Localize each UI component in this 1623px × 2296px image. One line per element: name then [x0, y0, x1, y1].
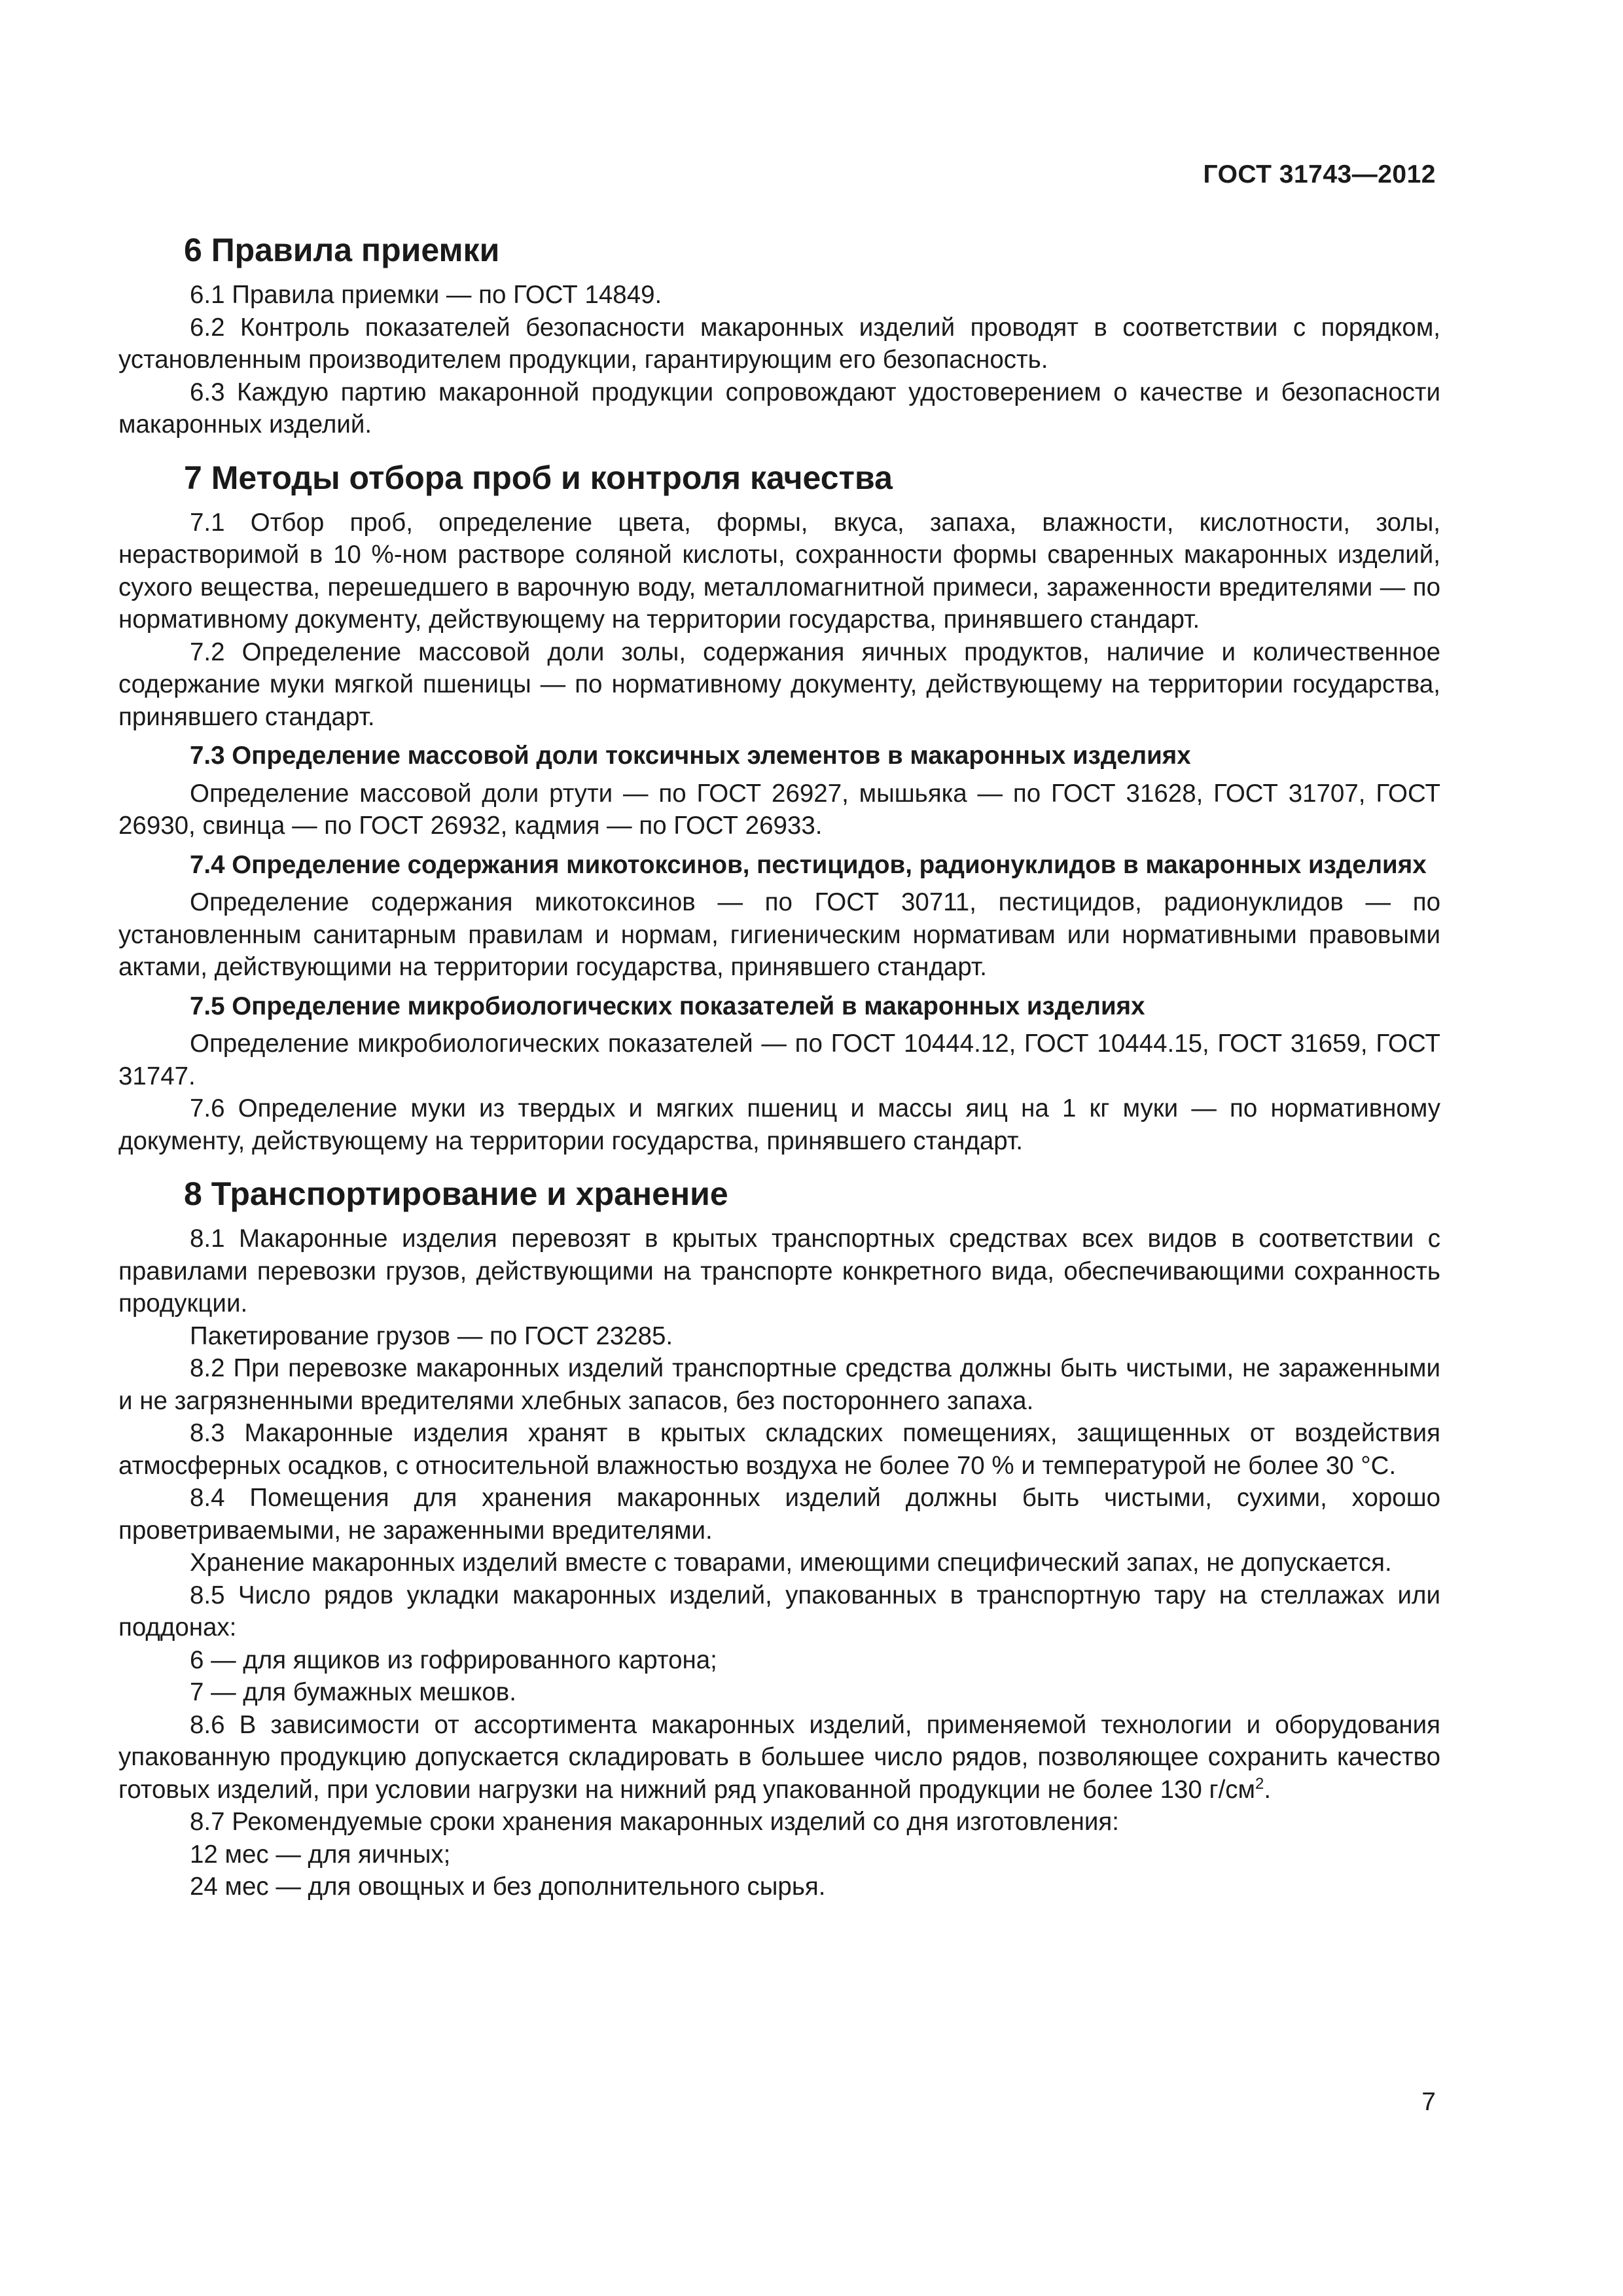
page-content	[118, 230, 1440, 1903]
standard-header: ГОСТ 31743—2012	[1203, 160, 1436, 188]
list-item-8-7-egg: 12 мес — для яичных;	[190, 1840, 451, 1869]
subsection-7-3-title: 7.3 Определение массовой доли токсичных элементов в макаронных изделиях	[190, 742, 1191, 770]
paragraph-8-6	[118, 1709, 1440, 1806]
paragraph-7-2: 7.2 Определение массовой доли золы, содержания яичных продуктов, наличие и количественное содержание муки мягкой пшеницы — по нормативному документу, действующему на территории государства, принявшего стандарт.	[118, 637, 1440, 731]
superscript-2: 2	[1255, 1774, 1264, 1793]
paragraph-8-3: 8.3 Макаронные изделия хранят в крытых складских помещениях, защищенных от воздействия атмосферных осадков, с относительной влажностью воздуха не более 70 % и температурой не более 30 °С.	[118, 1419, 1440, 1480]
paragraph-7-5: Определение микробиологических показателей — по ГОСТ 10444.12, ГОСТ 10444.15, ГОСТ 31659, ГОСТ 31747.	[118, 1030, 1440, 1090]
paragraph-8-6-period: .	[1264, 1775, 1272, 1804]
page-number: 7	[1421, 2088, 1436, 2116]
paragraph-7-6: 7.6 Определение муки из твердых и мягких пшениц и массы яиц на 1 кг муки — по нормативному документу, действующему на территории государства, принявшего стандарт.	[118, 1094, 1440, 1155]
subsection-7-4-title: 7.4 Определение содержания микотоксинов, пестицидов, радионуклидов в макаронных изделиях	[190, 850, 1427, 879]
list-item-8-5-bags: 7 — для бумажных мешков.	[190, 1678, 516, 1706]
paragraph-8-1-packaging: Пакетирование грузов — по ГОСТ 23285.	[190, 1321, 673, 1350]
section-8-title: 8 Транспортирование и хранение	[184, 1175, 728, 1212]
section-7-title: 7 Методы отбора проб и контроля качества	[184, 459, 893, 496]
list-item-8-7-vegetable: 24 мес — для овощных и без дополнительного сырья.	[190, 1873, 826, 1901]
paragraph-6-3: 6.3 Каждую партию макаронной продукции сопровождают удостоверением о качестве и безопасности макаронных изделий.	[118, 378, 1440, 439]
subsection-7-5-title: 7.5 Определение микробиологических показателей в макаронных изделиях	[190, 992, 1145, 1020]
paragraph-7-3: Определение массовой доли ртути — по ГОСТ 26927, мышьяка — по ГОСТ 31628, ГОСТ 31707, ГОСТ 26930, свинца — по ГОСТ 26932, кадмия — по ГОСТ 26933.	[118, 779, 1440, 840]
list-item-8-5-boxes: 6 — для ящиков из гофрированного картона;	[190, 1645, 717, 1674]
paragraph-7-1: 7.1 Отбор проб, определение цвета, формы, вкуса, запаха, влажности, кислотности, золы, нерастворимой в 10 %-ном растворе соляной кислоты, сохранности формы сваренных макаронных изделий, сухого вещества, перешедшего в варочную воду, металломагнитной примеси, зараженности вредителями — по нормативному документу, действующему на территории государства, принявшего стандарт.	[118, 508, 1440, 634]
paragraph-7-4: Определение содержания микотоксинов — по ГОСТ 30711, пестицидов, радионуклидов — по установленным санитарным правилам и нормам, гигиеническим нормативам или нормативными правовыми актами, действующими на территории государства, принявшего стандарт.	[118, 888, 1440, 981]
paragraph-8-1: 8.1 Макаронные изделия перевозят в крытых транспортных средствах всех видов в соответствии с правилами перевозки грузов, действующими на транспорте конкретного вида, обеспечивающими сохранность продукции.	[118, 1225, 1440, 1318]
paragraph-6-1: 6.1 Правила приемки — по ГОСТ 14849.	[190, 281, 662, 309]
paragraph-8-7: 8.7 Рекомендуемые сроки хранения макаронных изделий со дня изготовления:	[190, 1808, 1119, 1836]
section-6-title: 6 Правила приемки	[184, 232, 500, 268]
paragraph-8-5: 8.5 Число рядов укладки макаронных изделий, упакованных в транспортную тару на стеллажах или поддонах:	[118, 1581, 1440, 1641]
paragraph-8-4-storage: Хранение макаронных изделий вместе с товарами, имеющими специфический запах, не допускается.	[190, 1549, 1392, 1577]
paragraph-6-2: 6.2 Контроль показателей безопасности макаронных изделий проводят в соответствии с порядком, установленным производителем продукции, гарантирующим его безопасность.	[118, 313, 1440, 374]
paragraph-8-2: 8.2 При перевозке макаронных изделий транспортные средства должны быть чистыми, не зараженными и не загрязненными вредителями хлебных запасов, без постороннего запаха.	[118, 1354, 1440, 1415]
paragraph-8-4: 8.4 Помещения для хранения макаронных изделий должны быть чистыми, сухими, хорошо проветриваемыми, не зараженными вредителями.	[118, 1484, 1440, 1545]
paragraph-8-6-text: 8.6 В зависимости от ассортимента макаронных изделий, применяемой технологии и оборудования упакованную продукцию допускается складировать в большее число рядов, позволяющее сохранить качество готовых изделий, при условии нагрузки на нижний ряд упакованной продукции не более 130 г/см	[118, 1710, 1440, 1804]
